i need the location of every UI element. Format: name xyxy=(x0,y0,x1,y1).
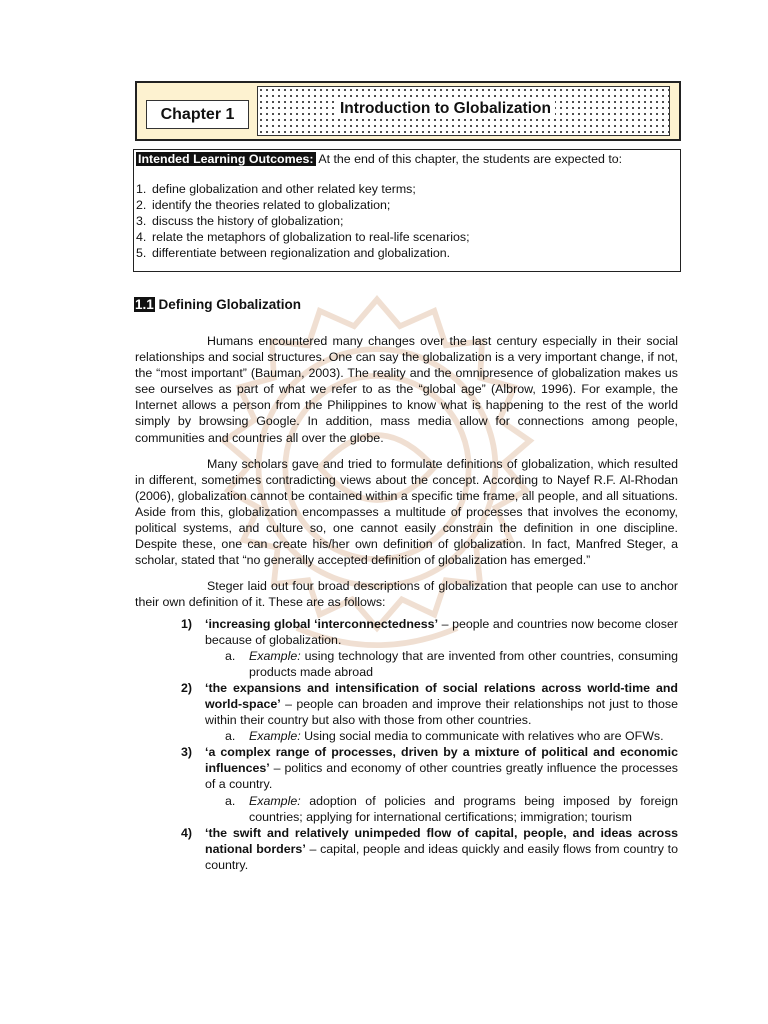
section-heading xyxy=(134,297,301,312)
outcomes-heading: Intended Learning Outcomes: xyxy=(138,152,314,166)
paragraph: Steger laid out four broad descriptions of globalization that people can use to anchor their own definition of it. These are as follows: xyxy=(135,579,678,610)
outcome-item: 2. identify the theories related to globalization; xyxy=(136,198,391,212)
outcome-item: 3. discuss the history of globalization; xyxy=(136,214,344,228)
description-item: 1) ‘increasing global ‘interconnectedness’ – people and countries now become closer because of globalization. xyxy=(181,616,678,647)
paragraph: Humans encountered many changes over the last century especially in their social relationships and social structures. One can say the globalization is a very important change, if not, the “most important” (Bauman, 2003). The reality and the omnipresence of globalization makes us see ourselves as part of what we refer to as the “global age” (Albrow, 1996). For example, the Internet allows a person from the Philippines to know what is happening to the rest of the world simply by browsing Google. In addition, mass media allow for connections among people, communities and countries all over the globe. xyxy=(135,334,678,445)
descriptions-list xyxy=(135,616,678,874)
outcomes-list xyxy=(136,181,678,261)
description-item: 3) ‘a complex range of processes, driven by a mixture of political and economic influences’ – politics and economy of other countries greatly influence the processes of a country. xyxy=(181,745,678,792)
example-item: a. Example: Using social media to communicate with relatives who are OFWs. xyxy=(225,729,664,744)
outcome-item: 4. relate the metaphors of globalization to real-life scenarios; xyxy=(136,230,470,244)
section-body xyxy=(135,333,678,873)
outcome-item: 1. define globalization and other related key terms; xyxy=(136,182,416,196)
paragraph: Many scholars gave and tried to formulate definitions of globalization, which resulted in different, sometimes contradicting views about the concept. According to Nayef R.F. Al-Rhodan (2006), globalization cannot be contained within a specific time frame, all people, and all situations. Aside from this, globalization encompasses a multitude of processes that involves the economy, political systems, and culture so, one cannot easily constrain the definition in one discipline. Despite these, one can create his/her own definition of globalization. In fact, Manfred Steger, a scholar, stated that “no generally accepted definition of globalization has emerged.” xyxy=(135,456,678,568)
learning-outcomes-box xyxy=(133,149,681,272)
outcome-item: 5. differentiate between regionalization and globalization. xyxy=(136,246,451,260)
description-item: 4) ‘the swift and relatively unimpeded flow of capital, people, and ideas across national borders’ – capital, people and ideas quickly and easily flows from country to country. xyxy=(181,825,678,872)
description-item: 2) ‘the expansions and intensification of social relations across world-time and world-space’ – people can broaden and improve their relationships not just to those within their country but also with those from other countries. xyxy=(181,680,678,728)
chapter-title: Introduction to Globalization xyxy=(336,99,555,119)
section-number: 1.1 xyxy=(135,297,154,312)
chapter-label: Chapter 1 xyxy=(146,100,249,129)
example-item: a. Example: using technology that are invented from other countries, consuming products made abroad xyxy=(225,648,678,679)
section-title: Defining Globalization xyxy=(154,297,302,312)
outcomes-intro: At the end of this chapter, the students are expected to: xyxy=(315,152,623,166)
example-item: a. Example: adoption of policies and programs being imposed by foreign countries; applying for international certifications; immigration; tourism xyxy=(225,793,678,824)
